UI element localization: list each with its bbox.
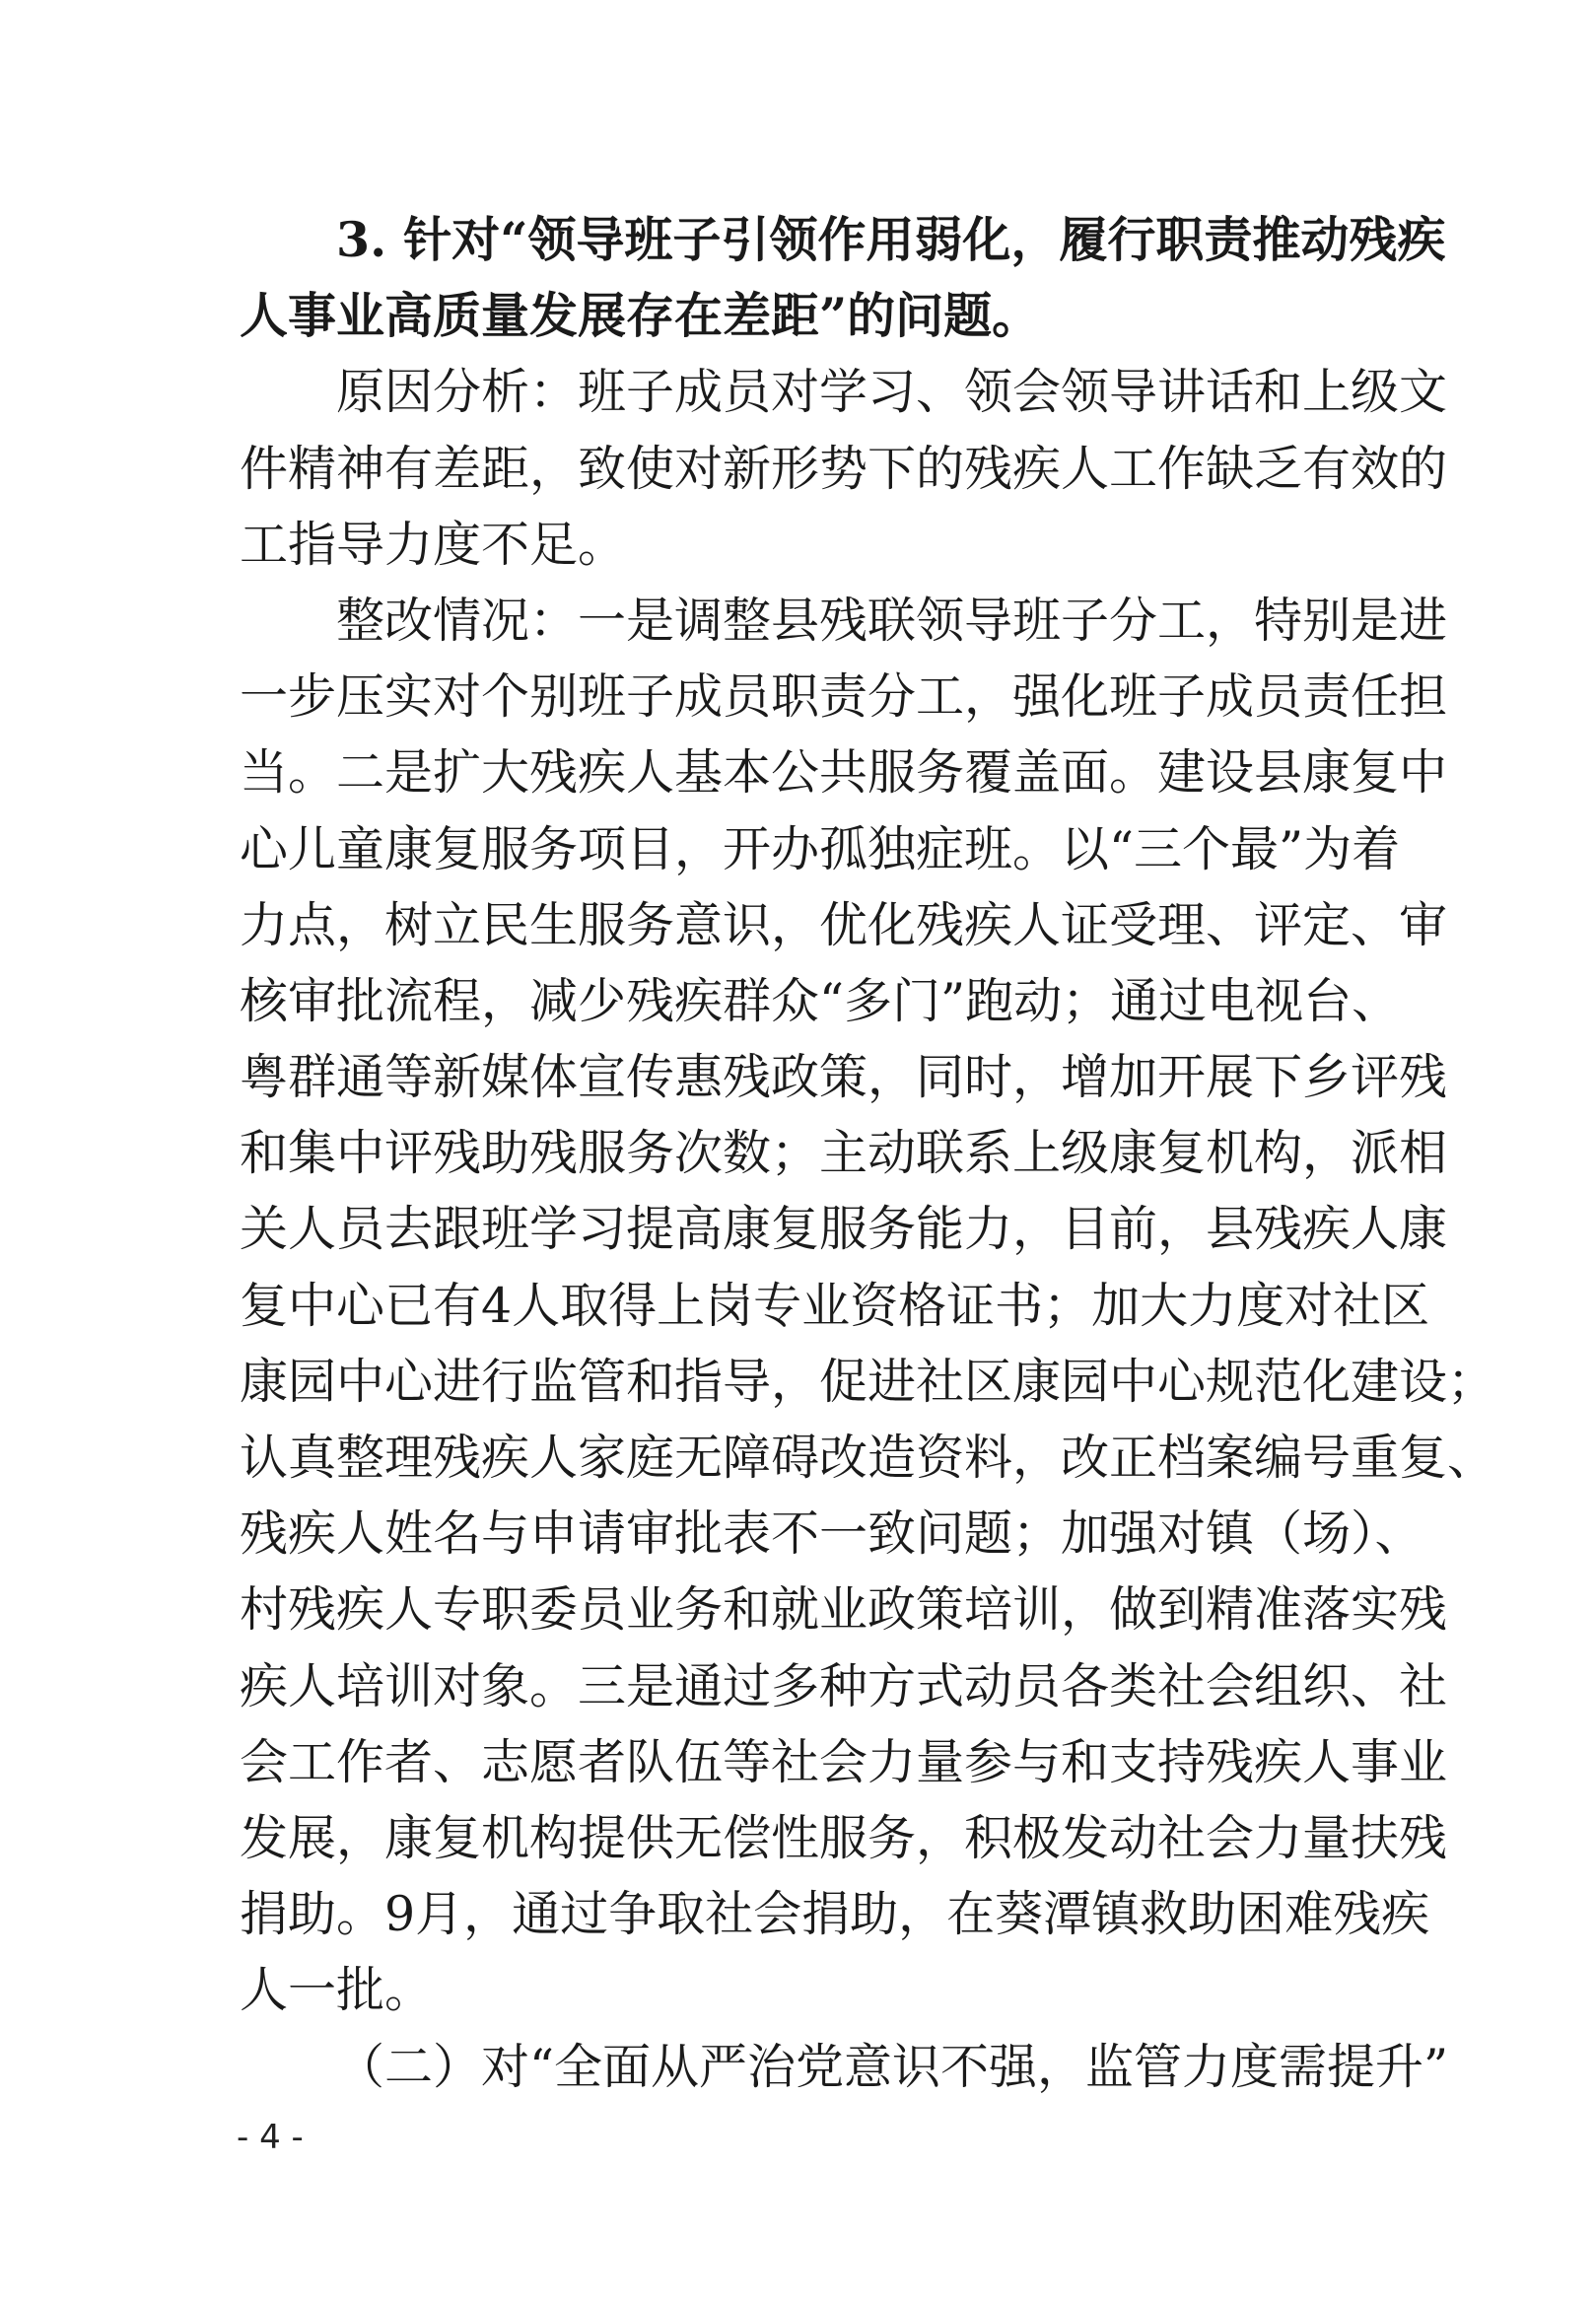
paragraph-line: 一步压实对个别班子成员职责分工，强化班子成员责任担 xyxy=(240,668,1448,726)
page-number: - 4 - xyxy=(237,2118,304,2157)
paragraph-line: 康园中心进行监管和指导，促进社区康园中心规范化建设； xyxy=(240,1353,1496,1410)
paragraph-line: 力点，树立民生服务意识，优化残疾人证受理、评定、审 xyxy=(240,896,1448,953)
rectification-paragraph xyxy=(240,583,1496,2029)
paragraph-line: 村残疾人专职委员业务和就业政策培训，做到精准落实残 xyxy=(240,1581,1448,1639)
section-heading xyxy=(240,202,1446,354)
paragraph-line: 核审批流程，减少残疾群众“多门”跑动；通过电视台、 xyxy=(240,972,1401,1029)
paragraph-line: 工指导力度不足。 xyxy=(240,516,627,573)
paragraph-line: 件精神有差距，致使对新形势下的残疾人工作缺乏有效的 xyxy=(240,440,1448,497)
next-section-heading xyxy=(240,2029,1449,2105)
paragraph-line: 捐助。9月，通过争取社会捐助，在葵潭镇救助困难残疾 xyxy=(240,1886,1430,1943)
paragraph-line: 复中心已有4人取得上岗专业资格证书；加大力度对社区 xyxy=(240,1277,1430,1334)
heading-line: 3. 针对“领导班子引领作用弱化，履行职责推动残疾 xyxy=(336,211,1446,268)
cause-analysis-paragraph xyxy=(240,354,1448,583)
paragraph-line: 会工作者、志愿者队伍等社会力量参与和支持残疾人事业 xyxy=(240,1733,1448,1790)
paragraph-line: 整改情况：一是调整县残联领导班子分工，特别是进 xyxy=(336,592,1448,649)
document-body xyxy=(240,202,1496,2105)
paragraph-line: 心儿童康复服务项目，开办孤独症班。以“三个最”为着 xyxy=(240,820,1401,877)
paragraph-line: 当。二是扩大残疾人基本公共服务覆盖面。建设县康复中 xyxy=(240,744,1448,802)
paragraph-line: 人一批。 xyxy=(240,1962,434,2019)
paragraph-line: 关人员去跟班学习提高康复服务能力，目前，县残疾人康 xyxy=(240,1201,1448,1258)
paragraph-line: 残疾人姓名与申请审批表不一致问题；加强对镇（场）、 xyxy=(240,1505,1423,1563)
paragraph-line: （二）对“全面从严治党意识不强，监管力度需提升” xyxy=(336,2038,1449,2095)
paragraph-line: 原因分析：班子成员对学习、领会领导讲话和上级文 xyxy=(336,364,1448,421)
paragraph-line: 认真整理残疾人家庭无障碍改造资料，改正档案编号重复、 xyxy=(240,1430,1496,1486)
heading-line: 人事业高质量发展存在差距”的问题。 xyxy=(240,287,1041,345)
paragraph-line: 和集中评残助残服务次数；主动联系上级康复机构，派相 xyxy=(240,1125,1448,1182)
paragraph-line: 疾人培训对象。三是通过多种方式动员各类社会组织、社 xyxy=(240,1657,1448,1714)
paragraph-line: 粤群通等新媒体宣传惠残政策，同时，增加开展下乡评残 xyxy=(240,1049,1448,1106)
paragraph-line: 发展，康复机构提供无偿性服务，积极发动社会力量扶残 xyxy=(240,1809,1448,1866)
